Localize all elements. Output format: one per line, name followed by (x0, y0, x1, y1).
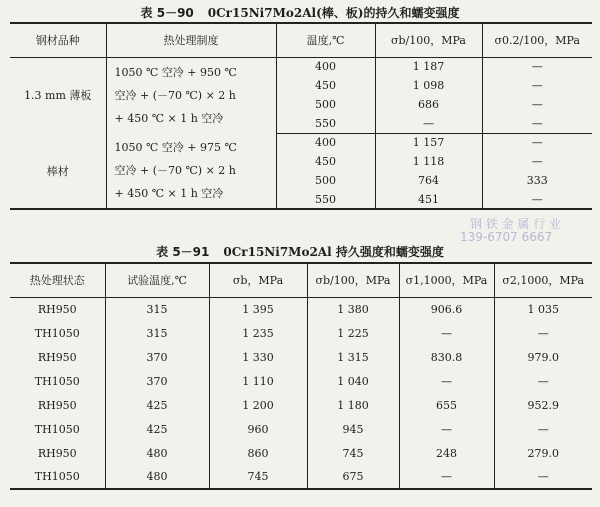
treatment-line: 空冷 + (－70 ℃) × 2 h (114, 88, 236, 102)
sigma-02-cell: — (531, 60, 543, 74)
table2-header-sigma-1-1000: σ1,1000，MPa (399, 263, 494, 297)
treatment-line: + 450 ℃ × 1 h 空冷 (114, 187, 224, 200)
sigma-b-100-cell: 1 315 (307, 345, 399, 369)
test-temperature-cell: 370 (105, 369, 209, 393)
sigma-2-1000-cell: 979.0 (527, 350, 559, 364)
table2-caption (0, 243, 600, 260)
table1-row (10, 133, 592, 152)
sigma-02-cell: — (531, 98, 543, 111)
watermark-line1: 钢 铁 金 属 行 业 (470, 217, 562, 231)
treatment-line: 空冷 + (－70 ℃) × 2 h (114, 164, 236, 177)
condition-cell: TH1050 (10, 369, 105, 393)
table2-row (10, 321, 592, 345)
sigma-b-cell: 1 118 (375, 152, 482, 171)
sigma-b-cell: 1 200 (209, 393, 307, 417)
condition-cell: RH950 (10, 345, 105, 369)
sigma-1-1000-cell: — (399, 321, 494, 345)
sigma-b-cell: 1 235 (209, 321, 307, 345)
sigma-b-cell: 860 (209, 441, 307, 465)
sigma-b-100-cell: 945 (307, 417, 399, 441)
table2-row (10, 297, 592, 321)
sigma-b-100-cell: 1 180 (307, 393, 399, 417)
condition-cell: RH950 (10, 393, 105, 417)
sigma-02-cell: — (531, 155, 543, 168)
temperature-cell: 450 (276, 152, 375, 171)
table1-header-temperature: 温度,℃ (276, 23, 375, 57)
temperature-cell: 400 (276, 133, 375, 152)
condition-cell: TH1050 (10, 321, 105, 345)
sigma-1-1000-cell: — (399, 369, 494, 393)
sigma-b-100-cell: 1 225 (307, 321, 399, 345)
sigma-b-100-cell: 1 380 (307, 297, 399, 321)
table1-header-treatment: 热处理制度 (106, 23, 276, 57)
table2-row (10, 417, 592, 441)
sigma-b-cell: 745 (209, 465, 307, 489)
test-temperature-cell: 425 (105, 393, 209, 417)
sigma-2-1000-cell: — (537, 422, 549, 436)
temperature-cell: 450 (276, 76, 375, 95)
sigma-b-cell: 1 110 (209, 369, 307, 393)
sigma-b-cell: 1 098 (375, 76, 482, 95)
sigma-02-cell: — (531, 79, 543, 92)
sigma-b-cell: 686 (375, 95, 482, 114)
table1-header-row (10, 23, 592, 57)
table2-row (10, 345, 592, 369)
sigma-b-cell: 764 (375, 171, 482, 190)
test-temperature-cell: 370 (105, 345, 209, 369)
table1-product-cell: 1.3 mm 薄板 (10, 57, 106, 133)
sigma-b-cell: 1 395 (209, 297, 307, 321)
sigma-1-1000-cell: 655 (399, 393, 494, 417)
condition-cell: TH1050 (10, 417, 105, 441)
sigma-b-cell: 1 157 (375, 133, 482, 152)
condition-cell: RH950 (10, 297, 105, 321)
sigma-2-1000-cell: — (537, 326, 549, 340)
temperature-cell: 400 (276, 57, 375, 76)
temperature-cell: 550 (276, 190, 375, 209)
temperature-cell: 500 (276, 171, 375, 190)
table2-number: 表 5－91 (156, 245, 210, 259)
table2-header-condition: 热处理状态 (10, 263, 105, 297)
sigma-1-1000-cell: — (399, 465, 494, 489)
table2-row (10, 393, 592, 417)
treatment-line: 1050 ℃ 空冷 + 975 ℃ (114, 141, 237, 154)
test-temperature-cell: 315 (105, 297, 209, 321)
table1-row (10, 57, 592, 76)
treatment-line: 1050 ℃ 空冷 + 950 ℃ (114, 65, 237, 79)
table2-row (10, 369, 592, 393)
temperature-cell: 550 (276, 114, 375, 133)
sigma-1-1000-cell: 906.6 (399, 297, 494, 321)
watermark-line2: 139-6707 6667 (460, 230, 553, 244)
sigma-b-100-cell: 675 (307, 465, 399, 489)
sigma-02-cell: — (482, 190, 592, 209)
table2-row (10, 465, 592, 489)
test-temperature-cell: 425 (105, 417, 209, 441)
sigma-b-cell: 960 (209, 417, 307, 441)
sigma-b-cell: — (375, 114, 482, 133)
sigma-02-cell: — (482, 114, 592, 133)
table2-header-sigma-b: σb，MPa (209, 263, 307, 297)
sigma-2-1000-cell: 279.0 (527, 446, 559, 460)
sigma-2-1000-cell: — (494, 465, 592, 489)
table2-header-test-temperature: 试验温度,℃ (105, 263, 209, 297)
table1-product-cell: 棒材 (10, 133, 106, 209)
condition-cell: RH950 (10, 441, 105, 465)
temperature-cell: 500 (276, 95, 375, 114)
table2-header-row (10, 263, 592, 297)
sigma-1-1000-cell: 830.8 (399, 345, 494, 369)
table1-title: 0Cr15Ni7Mo2Al(棒、板)的持久和蠕变强度 (207, 6, 460, 20)
test-temperature-cell: 480 (105, 465, 209, 489)
table1-header-sigma-b-100: σb/100，MPa (375, 23, 482, 57)
table2-header-sigma-2-1000: σ2,1000，MPa (494, 263, 592, 297)
sigma-b-cell: 1 330 (209, 345, 307, 369)
sigma-02-cell: — (531, 136, 543, 150)
table2-header-sigma-b-100: σb/100，MPa (307, 263, 399, 297)
table2-row (10, 441, 592, 465)
sigma-b-cell: 451 (375, 190, 482, 209)
sigma-2-1000-cell: 952.9 (527, 398, 559, 412)
table1-treatment-cell (106, 133, 276, 209)
test-temperature-cell: 480 (105, 441, 209, 465)
table1-caption (0, 4, 600, 21)
table2-title: 0Cr15Ni7Mo2Al 持久强度和蠕变强度 (223, 245, 444, 259)
table2-creep-strength-heat-treatment (10, 262, 592, 490)
table1-header-product: 钢材品种 (10, 23, 106, 57)
treatment-line: + 450 ℃ × 1 h 空冷 (114, 111, 224, 125)
sigma-2-1000-cell: 1 035 (527, 302, 559, 316)
table1-treatment-cell (106, 57, 276, 133)
table1-header-sigma-02-100: σ0.2/100，MPa (482, 23, 592, 57)
sigma-1-1000-cell: 248 (399, 441, 494, 465)
sigma-02-cell: 333 (526, 174, 548, 187)
table1-number: 表 5－90 (140, 6, 194, 20)
sigma-b-100-cell: 745 (307, 441, 399, 465)
sigma-1-1000-cell: — (399, 417, 494, 441)
test-temperature-cell: 315 (105, 321, 209, 345)
sigma-2-1000-cell: — (537, 374, 549, 388)
sigma-b-cell: 1 187 (375, 57, 482, 76)
condition-cell: TH1050 (10, 465, 105, 489)
sigma-b-100-cell: 1 040 (307, 369, 399, 393)
table1-creep-strength-bar-plate (10, 22, 592, 210)
